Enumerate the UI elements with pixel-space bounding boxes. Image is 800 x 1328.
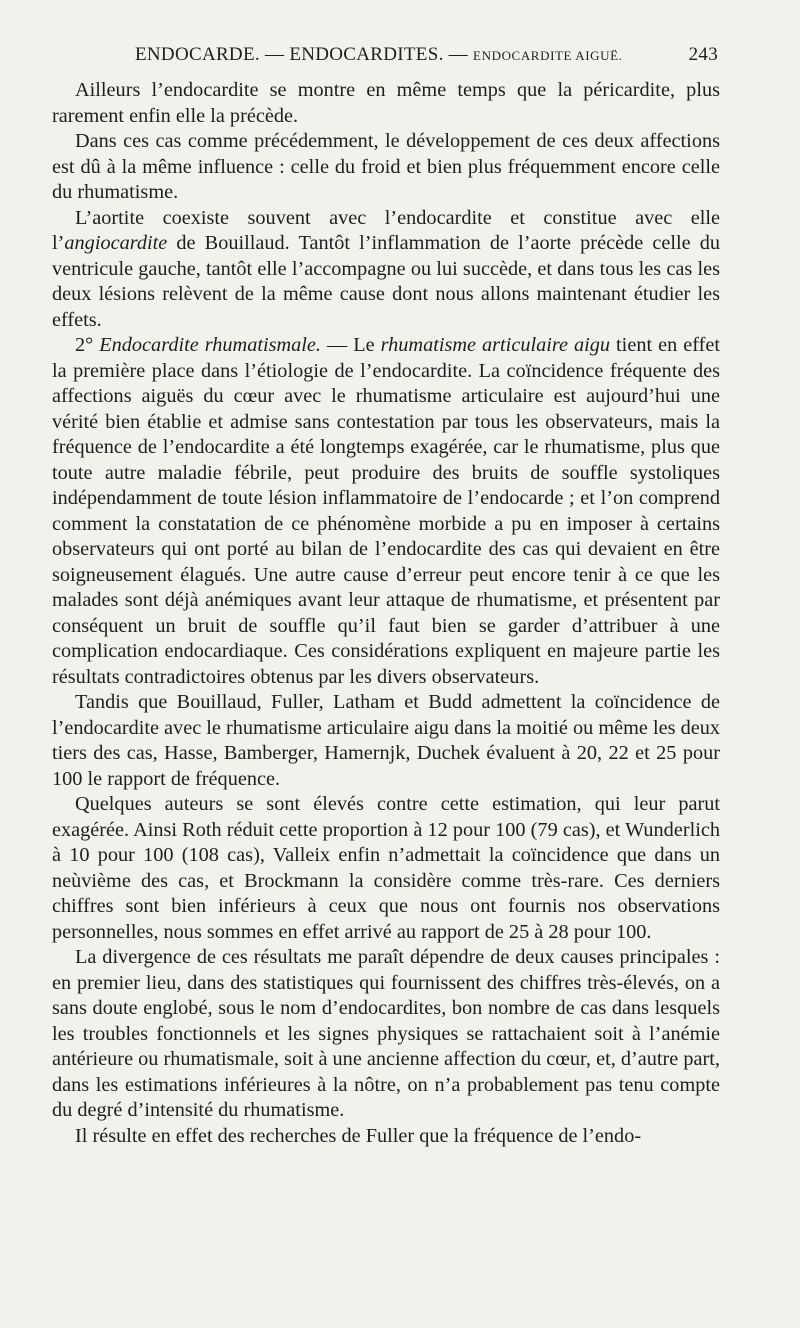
- paragraph-text: L’aortite coexiste souvent avec l’endocardite et constitue avec elle l’: [52, 206, 720, 254]
- paragraph: Tandis que Bouillaud, Fuller, Latham et Budd admettent la coïncidence de l’endocardite avec le rhumatisme articulaire aigu dans la moitié ou même les deux tiers des cas, Hasse, Bamberger, Hamernjk, Duchek évaluent à 20, 22 et 25 pour 100 le rapport de fréquence.: [52, 691, 720, 790]
- paragraph: [52, 206, 720, 334]
- section-title: Endocardite rhumatismale.: [99, 334, 321, 356]
- paragraph: Dans ces cas comme précédemment, le développement de ces deux affections est dû à la même influence : celle du froid et bien plus fréquemment encore celle du rhumatisme.: [52, 130, 720, 203]
- paragraph: Ailleurs l’endocardite se montre en même temps que la péricardite, plus rarement enfin elle la précède.: [52, 79, 720, 127]
- page-number: 243: [688, 44, 718, 65]
- paragraph: [52, 333, 720, 690]
- paragraph-text: — Le: [321, 334, 381, 356]
- paragraph: Quelques auteurs se sont élevés contre cette estimation, qui leur parut exagérée. Ainsi Roth réduit cette proportion à 12 pour 100 (79 cas), et Wunderlich à 10 pour 100 (108 cas), Valleix enfin n’admettait la coïncidence que dans un neùvième des cas, et Brockmann la considère comme très-rare. Ces derniers chiffres sont bien inférieurs à ceux que nous ont fournis nos observations personnelles, nous sommes en effet arrivé au rapport de 25 à 28 pour 100.: [52, 793, 720, 943]
- paragraph-text: tient en effet la première place dans l’étiologie de l’endocardite. La coïncidence fréquente des affections aiguës du cœur avec le rhumatisme articulaire est aujourd’hui une vérité bien établie et admise sans contestation par tous les observateurs, mais la fréquence de l’endocardite a été longtemps exagérée, car le rhumatisme, plus que toute autre maladie fébrile, peut produire des bruits de souffle systoliques indépendamment de toute lésion inflammatoire de l’endocarde ; et l’on comprend comment la constatation de ce phénomène morbide a pu en imposer à certains observateurs qui ont porté au bilan de l’endocardite des cas qui devaient en être soigneusement élagués. Une autre cause d’erreur peut encore tenir à ce que les malades sont déjà anémiques avant leur attaque de rhumatisme, et présentent par conséquent un bruit de souffle qu’il faut bien se garder d’attribuer à une complication endocardiaque. Ces considérations expliquent en majeure partie les résultats contradictoires obtenus par les divers observateurs.: [52, 334, 720, 688]
- paragraph-emphasis: rhumatisme articulaire aigu: [380, 334, 611, 356]
- section-number: 2°: [75, 334, 94, 356]
- running-title-main: ENDOCARDE. — ENDOCARDITES. —: [135, 44, 468, 65]
- running-title-sub: ENDOCARDITE AIGUË.: [473, 48, 623, 63]
- running-header: [135, 44, 718, 66]
- paragraph: Il résulte en effet des recherches de Fuller que la fréquence de l’endo-: [75, 1124, 642, 1147]
- paragraph-emphasis: angiocardite: [64, 232, 168, 254]
- paragraph: La divergence de ces résultats me paraît dépendre de deux causes principales : en premier lieu, dans des statistiques qui fournissent des chiffres très-élevés, on a sans doute englobé, sous le nom d’endocardites, bon nombre de cas dans lesquels les troubles fonctionnels et les signes physiques se rattachaient soit à l’anémie antérieure ou rhumatismale, soit à une ancienne affection du cœur, et, d’autre part, dans les estimations inférieures à la nôtre, on n’a probablement pas tenu compte du degré d’intensité du rhumatisme.: [52, 946, 720, 1121]
- body-text: [52, 78, 720, 1149]
- paragraph-text: de Bouillaud. Tantôt l’inflammation de l’aorte précède celle du ventricule gauche, tantôt elle l’accompagne ou lui succède, et dans tous les cas les deux lésions relèvent de la même cause dont nous allons maintenant étudier les effets.: [52, 232, 720, 331]
- running-title: [135, 44, 623, 66]
